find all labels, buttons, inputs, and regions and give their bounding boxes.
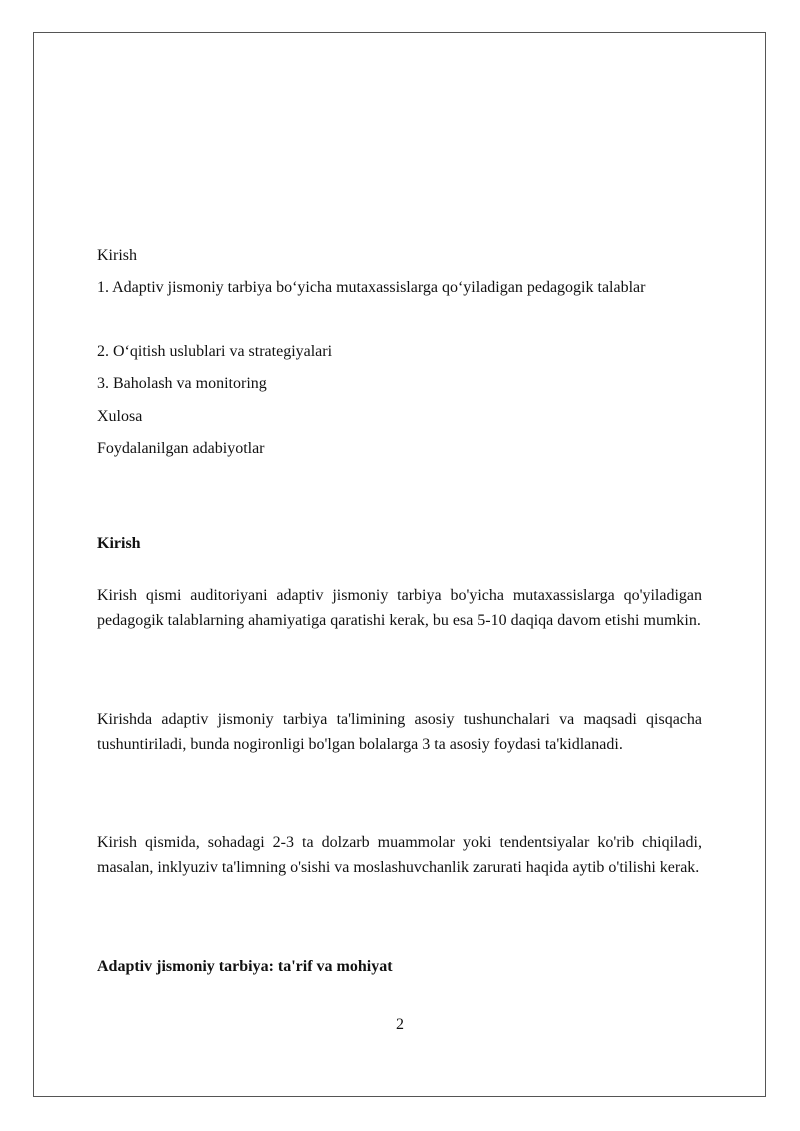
intro-paragraph-3: Kirish qismida, sohadagi 2-3 ta dolzarb muammolar yoki tendentsiyalar ko'rib chiqiladi, masalan, inklyuziv ta'limning o'sishi va moslashuvchanlik zarurati haqida aytib o'tilishi kerak. (97, 834, 702, 876)
page-number: 2 (396, 1016, 404, 1033)
toc-item-requirements: 1. Adaptiv jismoniy tarbiya bo‘yicha mutaxassislarga qo‘yiladigan pedagogik talablar (97, 279, 646, 296)
section-heading: Kirish (97, 535, 141, 552)
toc-item-intro: Kirish (97, 247, 137, 264)
intro-paragraph-1: Kirish qismi auditoriyani adaptiv jismoniy tarbiya bo'yicha mutaxassislarga qo'yiladigan pedagogik talablarning ahamiyatiga qaratishi kerak, bu esa 5-10 daqiqa davom etishi mumkin. (97, 587, 702, 629)
intro-paragraph-2: Kirishda adaptiv jismoniy tarbiya ta'limining asosiy tushunchalari va maqsadi qisqacha tushuntiriladi, bunda nogironligi bo'lgan bolalarga 3 ta asosiy foydasi ta'kidlanadi. (97, 711, 702, 753)
toc-item-conclusion: Xulosa (97, 408, 143, 425)
toc-item-references: Foydalanilgan adabiyotlar (97, 440, 265, 457)
toc-item-assessment: 3. Baholash va monitoring (97, 375, 267, 392)
subsection-heading: Adaptiv jismoniy tarbiya: ta'rif va mohiyat (97, 958, 393, 975)
toc-item-methods: 2. O‘qitish uslublari va strategiyalari (97, 343, 333, 360)
page-frame (33, 32, 766, 1097)
